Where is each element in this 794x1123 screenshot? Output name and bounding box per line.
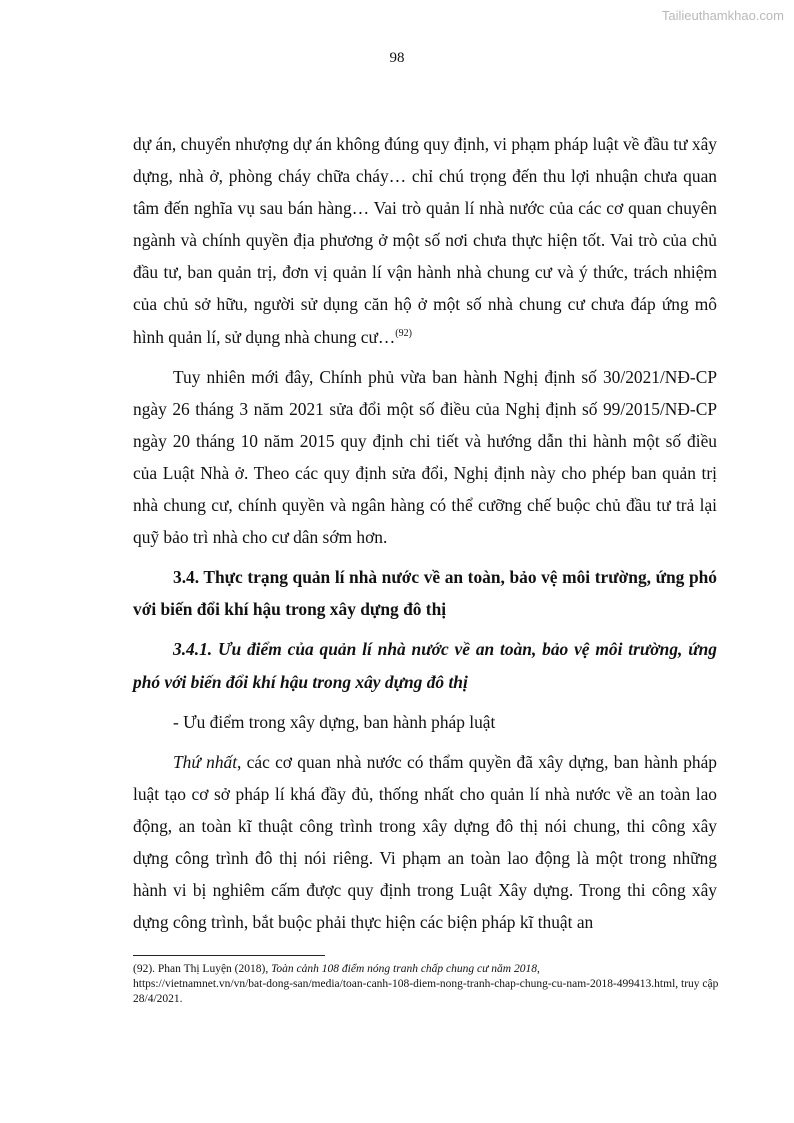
subsection-heading: 3.4.1. Ưu điểm của quản lí nhà nước về an toàn, bảo vệ môi trường, ứng phó với biến đổi khí hậu trong xây dựng đô thị bbox=[133, 639, 717, 692]
watermark: Tailieuthamkhao.com bbox=[661, 8, 784, 23]
page-number: 98 bbox=[389, 50, 405, 66]
paragraph-1 bbox=[133, 128, 717, 353]
paragraph-3-text: , các cơ quan nhà nước có thẩm quyền đã xây dựng, ban hành pháp luật tạo cơ sở pháp lí khá đầy đủ, thống nhất cho quản lí nhà nước về an toàn lao động, an toàn kĩ thuật công trình trong xây dựng đô thị nói chung, thi công xây dựng công trình đô thị nói riêng. Vi phạm an toàn lao động là một trong những hành vi bị nghiêm cấm được quy định trong Luật Xây dựng. Trong thi công xây dựng công trình, bắt buộc phải thực hiện các biện pháp kĩ thuật an bbox=[133, 751, 717, 933]
footnote-title: Toàn cảnh 108 điểm nóng tranh chấp chung cư năm 2018 bbox=[271, 963, 537, 975]
section-heading: 3.4. Thực trạng quản lí nhà nước về an toàn, bảo vệ môi trường, ứng phó với biến đổi khí hậu trong xây dựng đô thị bbox=[133, 567, 717, 620]
footnote-url: https://vietnamnet.vn/vn/bat-dong-san/media/toan-canh-108-diem-nong-tranh-chap-chung-cu-nam-2018-499413.html, truy cập 28/4/2021. bbox=[133, 978, 719, 1005]
footnote bbox=[133, 962, 723, 1007]
paragraph-3-lead: Thứ nhất bbox=[173, 751, 238, 772]
footnote-ref: (92) bbox=[395, 327, 412, 339]
footnote-author: (92). Phan Thị Luyện (2018), bbox=[133, 963, 272, 975]
footnote-comma: , bbox=[536, 963, 540, 975]
paragraph-3 bbox=[133, 746, 717, 939]
paragraph-2: Tuy nhiên mới đây, Chính phủ vừa ban hành Nghị định số 30/2021/NĐ-CP ngày 26 tháng 3 năm 2021 sửa đổi một số điều của Nghị định số 99/2015/NĐ-CP ngày 20 tháng 10 năm 2015 quy định chi tiết và hướng dẫn thi hành một số điều của Luật Nhà ở. Theo các quy định sửa đổi, Nghị định này cho phép ban quản trị nhà chung cư, chính quyền và ngân hàng có thể cưỡng chế buộc chủ đầu tư trả lại quỹ bảo trì nhà cho cư dân sớm hơn. bbox=[133, 366, 717, 548]
paragraph-1-text: dự án, chuyển nhượng dự án không đúng quy định, vi phạm pháp luật về đầu tư xây dựng, nhà ở, phòng cháy chữa cháy… chỉ chú trọng đến thu lợi nhuận chưa quan tâm đến nghĩa vụ sau bán hàng… Vai trò quản lí nhà nước của các cơ quan chuyên ngành và chính quyền địa phương ở một số nơi chưa thực hiện tốt. Vai trò của chủ đầu tư, ban quản trị, đơn vị quản lí vận hành nhà chung cư và ý thức, trách nhiệm của chủ sở hữu, người sử dụng căn hộ ở một số nhà chung cư chưa đáp ứng mô hình quản lí, sử dụng nhà chung cư… bbox=[133, 134, 717, 347]
bullet-item: - Ưu điểm trong xây dựng, ban hành pháp luật bbox=[173, 711, 496, 732]
page-body bbox=[133, 128, 717, 946]
footnote-separator bbox=[133, 955, 325, 956]
